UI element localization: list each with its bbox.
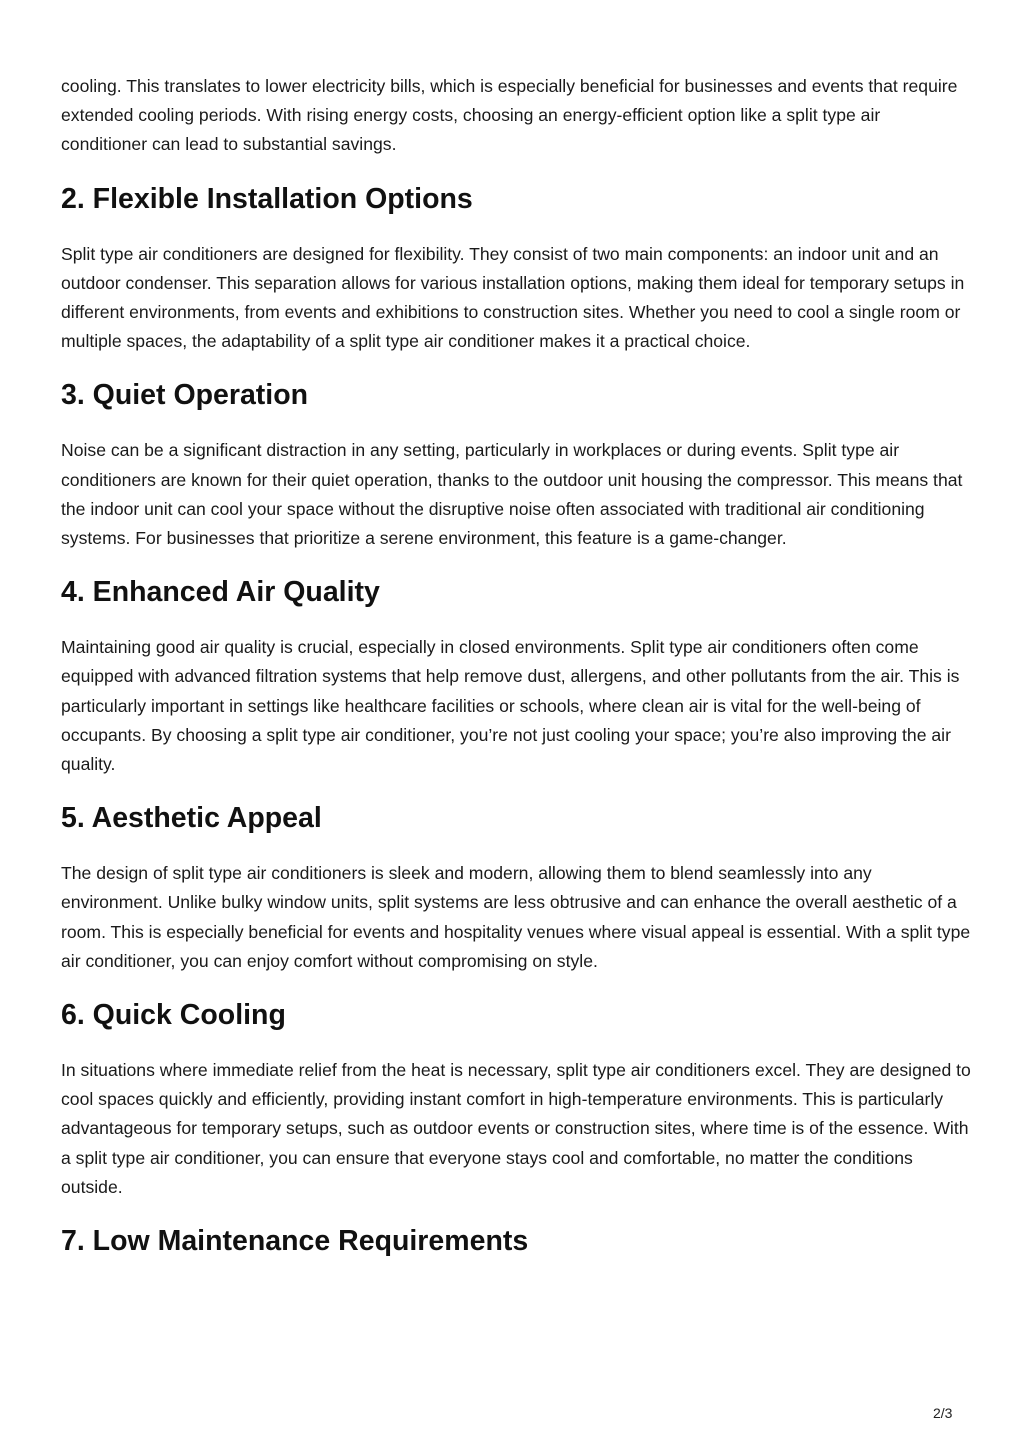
section-heading-quiet-operation: 3. Quiet Operation <box>61 379 309 412</box>
intro-paragraph: cooling. This translates to lower electricity bills, which is especially beneficial for businesses and events that require extended cooling periods. With rising energy costs, choosing an energy-efficient option like a split type air conditioner can lead to substantial savings. <box>61 76 958 155</box>
section-body-flexible-installation: Split type air conditioners are designed for flexibility. They consist of two main components: an indoor unit and an outdoor condenser. This separation allows for various installation options, making them ideal for temporary setups in different environments, from events and exhibitions to construction sites. Whether you need to cool a single room or multiple spaces, the adaptability of a split type air conditioner makes it a practical choice. <box>61 243 965 352</box>
section-body-enhanced-air-quality: Maintaining good air quality is crucial, especially in closed environments. Split type air conditioners often come equipped with advanced filtration systems that help remove dust, allergens, and other pollutants from the air. This is particularly important in settings like healthcare facilities or schools, where clean air is vital for the well-being of occupants. By choosing a split type air conditioner, you’re not just cooling your space; you’re also improving the air quality. <box>61 637 960 775</box>
section-heading-low-maintenance: 7. Low Maintenance Requirements <box>61 1225 529 1258</box>
page-number: 2/3 <box>933 1405 953 1421</box>
document-page <box>61 72 971 1282</box>
section-body-quiet-operation: Noise can be a significant distraction in any setting, particularly in workplaces or during events. Split type air conditioners are known for their quiet operation, thanks to the outdoor unit housing the compressor. This means that the indoor unit can cool your space without the disruptive noise often associated with traditional air conditioning systems. For businesses that prioritize a serene environment, this feature is a game-changer. <box>61 440 963 549</box>
section-body-aesthetic-appeal: The design of split type air conditioners is sleek and modern, allowing them to blend seamlessly into any environment. Unlike bulky window units, split systems are less obtrusive and can enhance the overall aesthetic of a room. This is especially beneficial for events and hospitality venues where visual appeal is essential. With a split type air conditioner, you can enjoy comfort without compromising on style. <box>61 863 971 971</box>
section-body-quick-cooling: In situations where immediate relief from the heat is necessary, split type air conditioners excel. They are designed to cool spaces quickly and efficiently, providing instant comfort in high-temperature environments. This is particularly advantageous for temporary setups, such as outdoor events or construction sites, where time is of the essence. With a split type air conditioner, you can ensure that everyone stays cool and comfortable, no matter the conditions outside. <box>61 1060 971 1197</box>
section-heading-enhanced-air-quality: 4. Enhanced Air Quality <box>61 576 380 609</box>
section-heading-flexible-installation: 2. Flexible Installation Options <box>61 182 473 215</box>
section-heading-aesthetic-appeal: 5. Aesthetic Appeal <box>61 802 322 835</box>
section-heading-quick-cooling: 6. Quick Cooling <box>61 999 286 1032</box>
